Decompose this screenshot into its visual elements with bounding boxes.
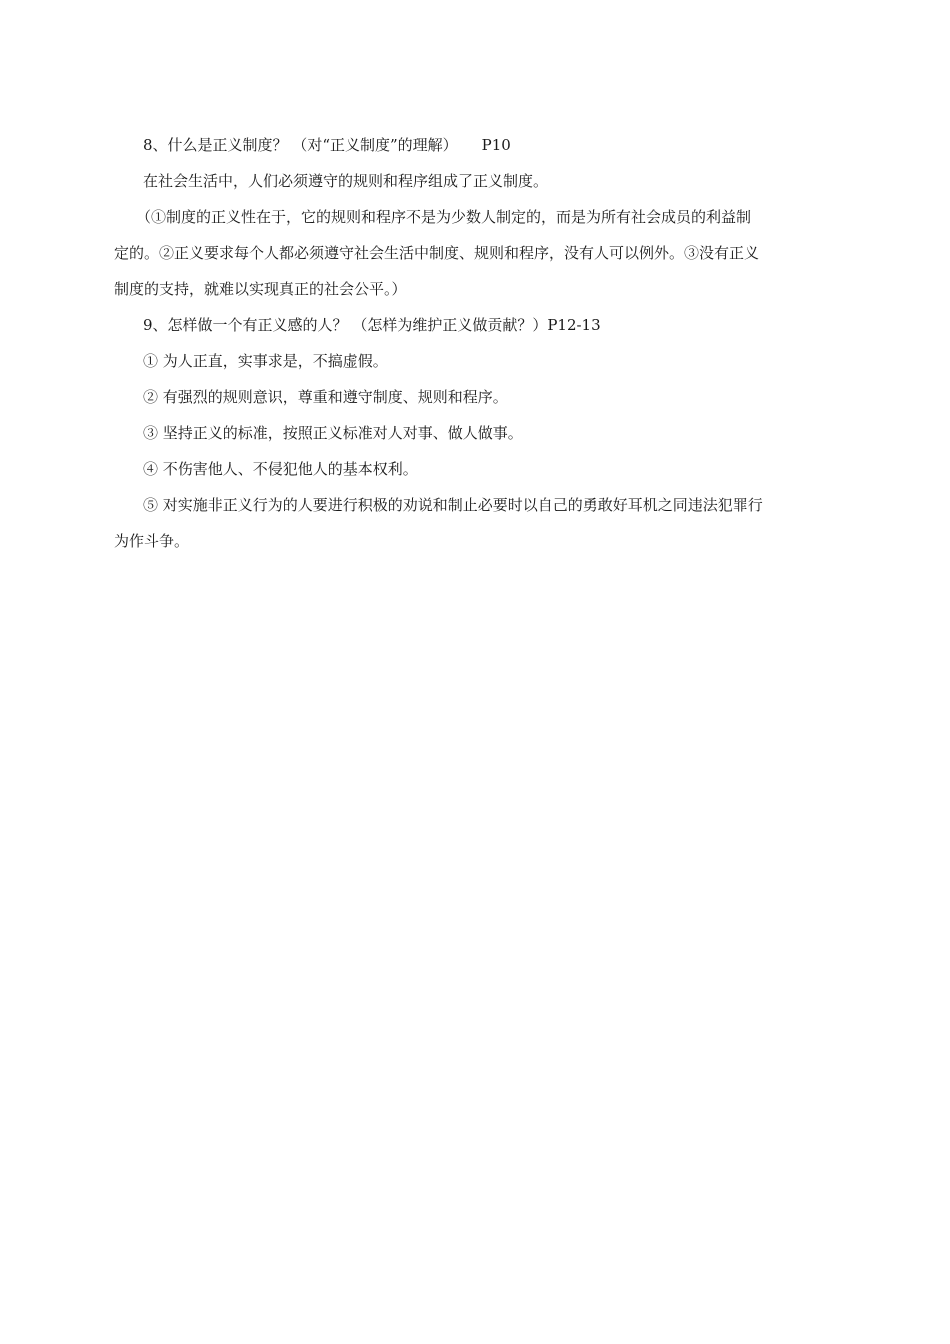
question-8-explanation-line-3: 制度的支持，就难以实现真正的社会公平。）: [114, 280, 407, 298]
question-9-point-1: ① 为人正直，实事求是，不搞虚假。: [143, 352, 388, 370]
document-content: [114, 127, 838, 559]
question-9-point-5-line-2: 为作斗争。: [114, 532, 190, 550]
question-9-point-5-line-1: ⑤ 对实施非正义行为的人要进行积极的劝说和制止必要时以自己的勇敢好耳机之同违法犯罪行: [143, 496, 763, 514]
question-9-point-4: ④ 不伤害他人、不侵犯他人的基本权利。: [143, 460, 418, 478]
question-8-heading: [114, 127, 838, 163]
question-9-heading: 9、怎样做一个有正义感的人？ （怎样为维护正义做贡献？）P12-13: [143, 316, 601, 334]
question-8-answer: 在社会生活中，人们必须遵守的规则和程序组成了正义制度。: [143, 172, 549, 190]
question-8-explanation-line-1: （①制度的正义性在于，它的规则和程序不是为少数人制定的，而是为所有社会成员的利益制: [136, 208, 752, 226]
question-9-point-3: ③ 坚持正义的标准，按照正义标准对人对事、做人做事。: [143, 424, 523, 442]
question-8-explanation-line-2: 定的。②正义要求每个人都必须遵守社会生活中制度、规则和程序，没有人可以例外。③没有正义: [114, 244, 760, 262]
question-8-title: 8、什么是正义制度？ （对“正义制度”的理解）: [143, 136, 458, 154]
question-8-page-ref: P10: [481, 136, 511, 154]
question-9-point-2: ② 有强烈的规则意识，尊重和遵守制度、规则和程序。: [143, 388, 508, 406]
